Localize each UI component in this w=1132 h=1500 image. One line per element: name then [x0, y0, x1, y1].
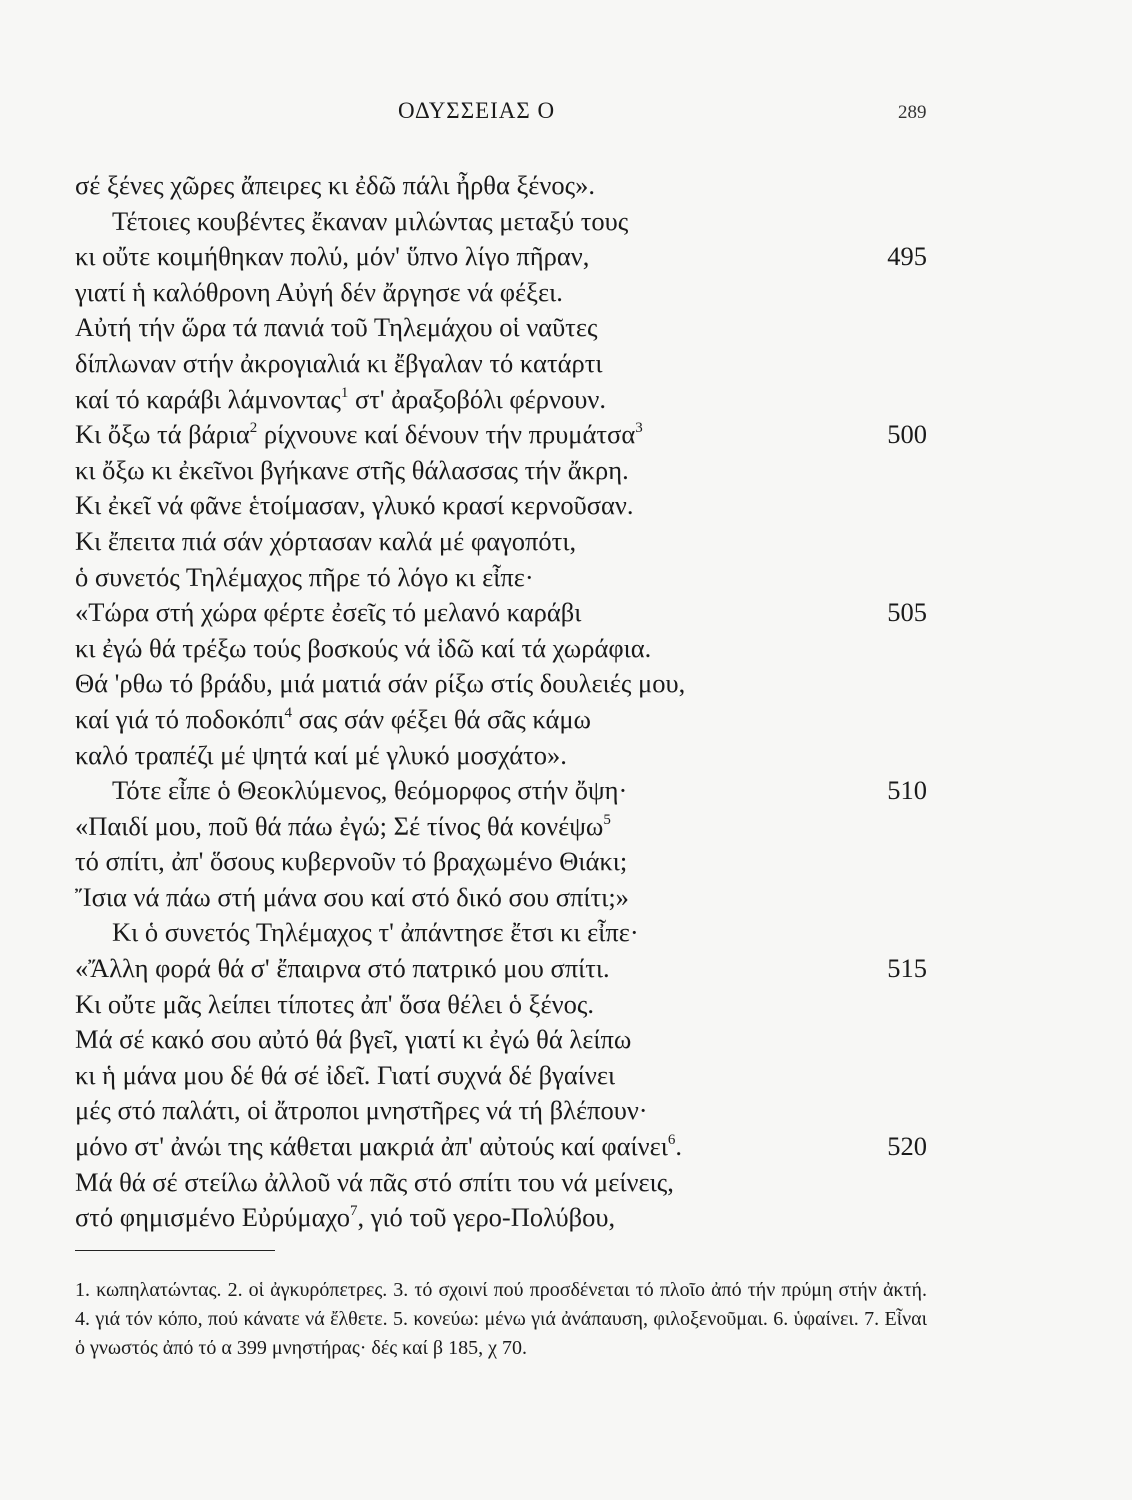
line-number: 510 — [887, 775, 927, 806]
verse-line — [75, 488, 927, 524]
footnote-rule — [75, 1250, 275, 1251]
verse-text-segment: κι ἐγώ θά τρέξω τούς βοσκούς νά ἰδῶ καί τά χωράφια. — [75, 632, 652, 663]
verse-line — [75, 1129, 927, 1165]
line-number: 515 — [887, 953, 927, 984]
footnote-marker: 2 — [249, 420, 258, 437]
verse-line — [75, 595, 927, 631]
verse-line — [75, 204, 927, 240]
verse-line — [75, 666, 927, 702]
verse-text-segment: σέ ξένες χῶρες ἄπειρες κι ἐδῶ πάλι ἦρθα ξένος». — [75, 170, 596, 200]
verse-line — [75, 1022, 927, 1058]
line-number: 505 — [887, 597, 927, 628]
line-number: 520 — [887, 1131, 927, 1162]
verse-line — [75, 1058, 927, 1094]
verse-line — [75, 631, 927, 667]
verse-text-segment: δίπλωναν στήν ἀκρογιαλιά κι ἔβγαλαν τό κατάρτι — [75, 347, 603, 378]
verse-text-segment: καί τό καράβι λάμνοντας — [75, 383, 341, 414]
verse-text-segment: Τότε εἶπε ὁ Θεοκλύμενος, θεόμορφος στήν ὄψη· — [112, 775, 628, 806]
verse-line — [75, 844, 927, 880]
running-header: ΟΔΥΣΣΕΙΑΣ Ο — [398, 98, 556, 123]
verse-text-segment: Ἴσια νά πάω στή μάνα σου καί στό δικό σου σπίτι;» — [75, 881, 629, 912]
verse-text-segment: . — [675, 1131, 682, 1162]
verse-text-segment: , γιό τοῦ γερο-Πολύβου, — [357, 1202, 616, 1233]
verse-text-segment: «Τώρα στή χώρα φέρτε ἐσεῖς τό μελανό καράβι — [75, 597, 582, 628]
verse-line — [75, 275, 927, 311]
verse-line — [75, 880, 927, 916]
verse-line — [75, 560, 927, 596]
verse-text-segment: Μά θά σέ στείλω ἀλλοῦ νά πᾶς στό σπίτι του νά μείνεις, — [75, 1166, 674, 1197]
verse-line — [75, 168, 927, 204]
verse-text-segment: στό φημισμένο Εὐρύμαχο — [75, 1202, 350, 1233]
verse-line — [75, 524, 927, 560]
verse-text-segment: τό σπίτι, ἀπ' ὅσους κυβερνοῦν τό βραχωμένο Θιάκι; — [75, 846, 628, 877]
verse-line — [75, 346, 927, 382]
verse-line — [75, 702, 927, 738]
verse-line — [75, 951, 927, 987]
verse-line — [75, 1200, 927, 1236]
verse-text-segment: μές στό παλάτι, οἱ ἄτροποι μνηστῆρες νά τή βλέπουν· — [75, 1095, 648, 1126]
verse-text-segment: Τέτοιες κουβέντες ἔκαναν μιλώντας μεταξύ τους — [112, 205, 629, 236]
line-number: 495 — [887, 241, 927, 272]
verse-text-segment: καί γιά τό ποδοκόπι — [75, 703, 285, 734]
verse-line — [75, 738, 927, 774]
verse-line — [75, 915, 927, 951]
verse-text-segment: κι ἡ μάνα μου δέ θά σέ ἰδεῖ. Γιατί συχνά δέ βγαίνει — [75, 1059, 616, 1090]
verse-text-segment: Μά σέ κακό σου αὐτό θά βγεῖ, γιατί κι ἐγώ θά λείπω — [75, 1024, 632, 1055]
verse-text — [75, 168, 927, 1236]
verse-text-segment: γιατί ἡ καλόθρονη Αὐγή δέν ἄργησε νά φέξει. — [75, 276, 563, 307]
verse-line — [75, 1093, 927, 1129]
verse-text-segment: Αὐτή τήν ὥρα τά πανιά τοῦ Τηλεμάχου οἱ ναῦτες — [75, 312, 598, 343]
footnote-marker: 6 — [667, 1132, 676, 1149]
verse-text-segment: κι οὔτε κοιμήθηκαν πολύ, μόν' ὕπνο λίγο πῆραν, — [75, 241, 590, 272]
verse-text-segment: σας σάν φέξει θά σᾶς κάμω — [292, 703, 591, 734]
verse-text-segment: Θά 'ρθω τό βράδυ, μιά ματιά σάν ρίξω στίς δουλειές μου, — [75, 668, 686, 699]
verse-text-segment: Κι ἐκεῖ νά φᾶνε ἑτοίμασαν, γλυκό κρασί κερνοῦσαν. — [75, 490, 634, 521]
footnote-marker: 7 — [349, 1203, 358, 1220]
verse-text-segment: Κι οὔτε μᾶς λείπει τίποτες ἀπ' ὅσα θέλει ὁ ξένος. — [75, 988, 594, 1019]
verse-line — [75, 239, 927, 275]
verse-text-segment: Κι ὁ συνετός Τηλέμαχος τ' ἀπάντησε ἔτσι κι εἶπε· — [112, 917, 639, 948]
verse-text-segment: μόνο στ' ἀνώι της κάθεται μακριά ἀπ' αὐτούς καί φαίνει — [75, 1131, 668, 1162]
footnote-marker: 4 — [284, 704, 293, 721]
footnotes: 1. κωπηλατώντας. 2. οἱ ἀγκυρόπετρες. 3. τό σχοινί πού προσδένεται τό πλοῖο ἀπό τήν πρύμη στήν ἀκτή. 4. γιά τόν κόπο, πού κάνατε νά ἔλθετε. 5. κονεύω: μένω γιά ἀνάπαυση, φιλοξενοῦμαι. 6. ὑφαίνει. 7. Εἶναι ὁ γνωστός ἀπό τό α 399 μνηστήρας· δές καί β 185, χ 70. — [75, 1279, 927, 1359]
verse-text-segment: καλό τραπέζι μέ ψητά καί μέ γλυκό μοσχάτο». — [75, 739, 567, 770]
verse-line — [75, 773, 927, 809]
verse-text-segment: ὁ συνετός Τηλέμαχος πῆρε τό λόγο κι εἶπε· — [75, 561, 534, 592]
verse-text-segment: Κι ὄξω τά βάρια — [75, 419, 250, 450]
verse-text-segment: κι ὄξω κι ἐκεῖνοι βγήκανε στῆς θάλασσας τήν ἄκρη. — [75, 454, 629, 485]
page-number: 289 — [898, 102, 927, 123]
verse-text-segment: Κι ἔπειτα πιά σάν χόρτασαν καλά μέ φαγοπότι, — [75, 525, 577, 556]
verse-line — [75, 382, 927, 418]
verse-text-segment: στ' ἀραξοβόλι φέρνουν. — [348, 383, 606, 414]
verse-text-segment: «Ἄλλη φορά θά σ' ἔπαιρνα στό πατρικό μου σπίτι. — [75, 953, 610, 984]
verse-text-segment: ρίχνουνε καί δένουν τήν πρυμάτσα — [257, 419, 636, 450]
footnote-marker: 5 — [603, 811, 611, 828]
verse-line — [75, 310, 927, 346]
footnote-marker: 1 — [340, 384, 349, 401]
verse-line — [75, 987, 927, 1023]
verse-line — [75, 1165, 927, 1201]
verse-text-segment: «Παιδί μου, ποῦ θά πάω ἐγώ; Σέ τίνος θά κονέψω — [75, 810, 604, 841]
verse-line — [75, 417, 927, 453]
line-number: 500 — [887, 419, 927, 450]
verse-line — [75, 453, 927, 489]
footnote-marker: 3 — [635, 420, 643, 437]
verse-line — [75, 809, 927, 845]
